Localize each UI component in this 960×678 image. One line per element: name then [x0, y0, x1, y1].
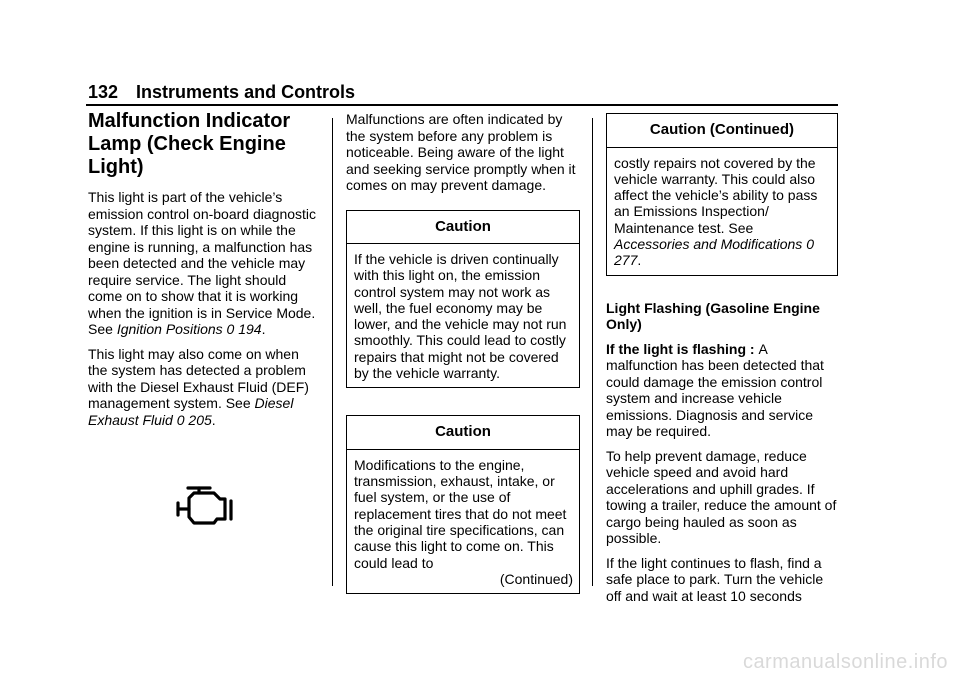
- caution-body: If the vehicle is driven continually with this light on, the emission control system may not work as well, the fuel economy may be lower, and the vehicle may not run smoothly. This could lead to costly repairs that might not be covered by the vehicle warranty.: [354, 251, 567, 382]
- caution-body: costly repairs not covered by the vehicle warranty. This could also affect the vehicle’s ability to pass an Emissions Inspection/ Maintenance test. See Accessories and Modifications 0 277.: [614, 154, 818, 269]
- column-divider-1: [332, 118, 333, 586]
- page-header: [88, 82, 355, 103]
- xref-ignition-positions[interactable]: Ignition Positions 0 194: [116, 321, 262, 337]
- chapter-title: Instruments and Controls: [136, 82, 356, 102]
- paragraph-prevent-damage: To help prevent damage, reduce vehicle speed and avoid hard accelerations and uphill grades. If towing a trailer, reduce the amount of cargo being hauled as soon as possible.: [606, 447, 837, 547]
- caution-box-1: [346, 210, 580, 389]
- paragraph-def: This light may also come on when the system has detected a problem with the Diesel Exhaust Fluid (DEF) management system. See Diesel Exhaust Fluid 0 205.: [88, 345, 309, 428]
- page-ref-symbol: 0: [176, 411, 185, 428]
- page-ref-symbol: 0: [226, 321, 235, 337]
- continued-label: (Continued): [499, 570, 573, 587]
- caution-body: Modifications to the engine, transmission, exhaust, intake, or fuel system, or the use of replacement tires that do not meet the original tire specifications, can cause this light to come on. This could lead to (Continued): [354, 456, 573, 587]
- watermark: carmanualsonline.info: [742, 651, 948, 673]
- paragraph-continues-flash: If the light continues to flash, find a safe place to park. Turn the vehicle off and wait at least 10 seconds: [606, 554, 824, 604]
- paragraph-flashing: If the light is flashing : A malfunction has been detected that could damage the emission control system and increase vehicle emissions. Diagnosis and service may be required.: [606, 340, 824, 440]
- xref-diesel-exhaust-fluid[interactable]: Diesel Exhaust Fluid 0 205: [88, 395, 294, 428]
- paragraph-intro: This light is part of the vehicle’s emission control on-board diagnostic system. If this light is on while the engine is running, a malfunction has been detected and the vehicle may require service. The light should come on to show that it is working when the ignition is in Service Mode. See Ignition Positions 0 194.: [88, 189, 317, 337]
- page-number: 132: [88, 82, 119, 102]
- page-ref-symbol: 0: [806, 235, 814, 252]
- column-divider-2: [592, 118, 593, 586]
- paragraph-malfunctions: Malfunctions are often indicated by the system before any problem is noticeable. Being aware of the light and seeking service promptly when it comes on may prevent damage.: [346, 111, 576, 193]
- check-engine-icon: [170, 482, 236, 528]
- run-in-heading: If the light is flashing :: [606, 340, 759, 357]
- caution-title: Caution: [347, 211, 579, 245]
- column-3: [606, 113, 838, 612]
- caution-box-continued: [606, 113, 838, 276]
- caution-title: Caution (Continued): [607, 114, 837, 148]
- header-rule: [86, 104, 838, 106]
- column-2: [346, 111, 580, 602]
- caution-title: Caution: [347, 416, 579, 450]
- section-title: Malfunction Indicator Lamp (Check Engine Light): [88, 110, 291, 178]
- subheading-light-flashing: Light Flashing (Gasoline Engine Only): [606, 299, 820, 333]
- xref-accessories-modifications[interactable]: Accessories and Modifications 0 277: [614, 235, 814, 269]
- column-1: [88, 110, 320, 528]
- caution-box-2: [346, 415, 580, 594]
